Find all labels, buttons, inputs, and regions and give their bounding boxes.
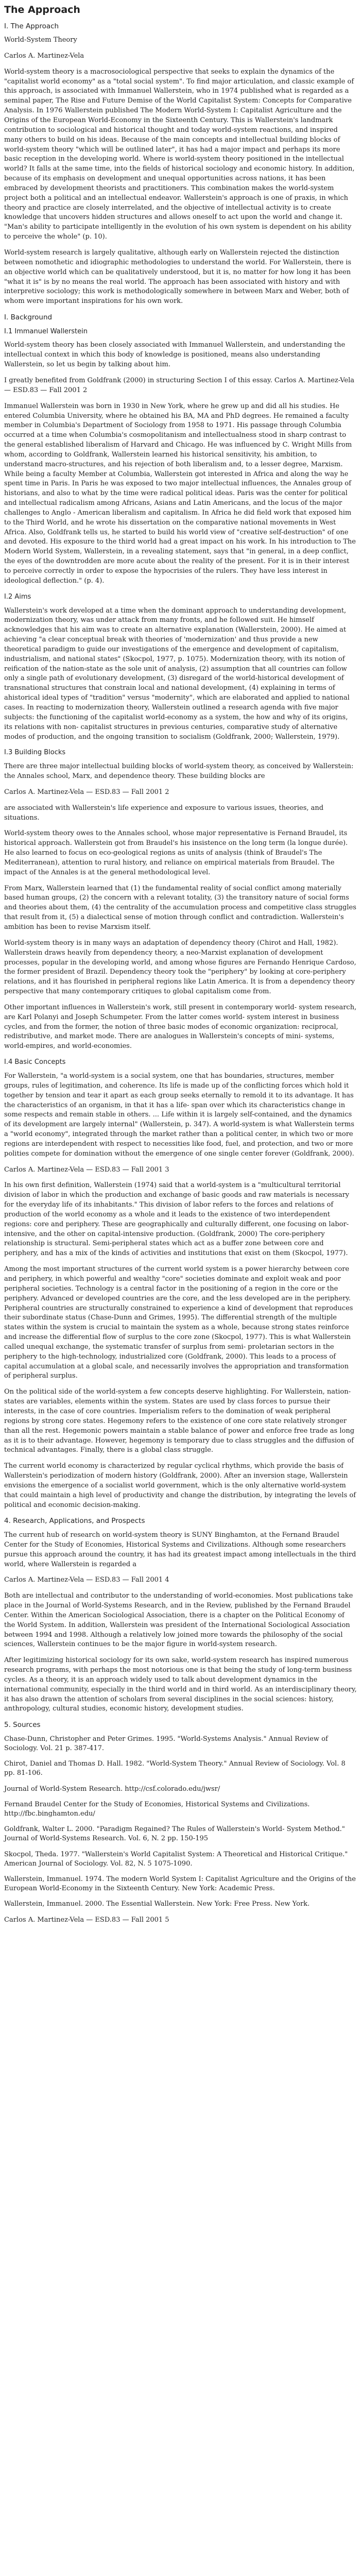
paragraph: World-System Theory	[4, 36, 77, 44]
paragraph: Carlos A. Martinez-Vela — ESD.83 — Fall 2001 4	[4, 1576, 169, 1584]
paragraph: World-system research is largely qualitative, although early on Wallerstein rejected the distinction between nomothetic and idiographic methodologies to understand the world. For Wallerstein, there is an objective world which can be qualitatively understood, but it is, no matter for how long it has been "what it is" is by no means the real world. The approach has been associated with history and with interpretive sociology; this work is methodologically somewhere in between Marx and Weber, both of whom were important inspirations for his own work.	[4, 248, 352, 306]
paragraph: The current hub of research on world-system theory is SUNY Binghamton, at the Fernand Braudel Center for the Study of Economies, Historical Systems and Civilizations. Although some researchers pursue this approach around the country, it has had its greatest impact among intellectuals in the third world, where Wallerstein is regarded a	[4, 1531, 356, 1568]
paragraph: Immanuel Wallerstein was born in 1930 in New York, where he grew up and did all his studies. He entered Columbia University, where he obtained his BA, MA and PhD degrees. He remained a faculty member in Columbia's Department of Sociology from 1958 to 1971. His passage through Columbia occurred at a time when Columbia's cosmopolitanism and intellectualness stood in sharp contrast to the general established liberalism of Harvard and Chicago. He was influenced by C. Wright Mills from whom, according to Goldfrank, Wallerstein learned his historical sensitivity, his ambition, to understand macro-structures, and his rejection of both liberalism and, to a lesser degree, Marxism. While being a faculty Member at Columbia, Wallerstein got interested in Africa and along the way he spent time in Paris. In Paris he was exposed to two major intellectual influences, the Annales group of historians, and also to what by the time were radical political ideas. Paris was the center for political and intellectual radicalism among Africans, Asians and Latin Americans, and the locus of the major challenges to Anglo - American liberalism and capitalism. In Africa he did field work that exposed him to the Third World, and he wrote his dissertation on the comparative national movements in West Africa. Also, Goldfrank tells us, he started to build his world view of "creative self-destruction" of one and devoted. His exposure to the third world had a great impact on his work. In his introduction to The Modern World System, Wallerstein, in a revealing statement, says that "in general, in a deep conflict, the eyes of the downtrodden are more acute about the reality of the present. For it is in their interest to perceive correctly in order to expose the hypocrisies of the rulers. They have less interest in ideological deflection." (p. 4).	[4, 402, 356, 585]
paragraph: For Wallerstein, "a world-system is a social system, one that has boundaries, structures, member groups, rules of legitimation, and coherence. Its life is made up of the conflicting forces which hold it together by tension and tear it apart as each group seeks eternally to remold it to its advantage. It has the characteristics of an organism, in that it has a life- span over which its characteristics change in some respects and remain stable in others. ... Life within it is largely self-contained, and the dynamics of its development are largely internal" (Wallerstein, p. 347). A world-system is what Wallerstein terms a "world economy", integrated through the market rather than a political center, in which two or more regions are interdependent with respect to necessities like food, fuel, and protection, and two or more polities compete for domination without the emergence of one single center forever (Goldfrank, 2000).	[4, 1072, 354, 1158]
reference-entry: Journal of World-System Research. http://csf.colorado.edu/jwsr/	[4, 1785, 220, 1793]
paragraph: The current world economy is characterized by regular cyclical rhythms, which provide the basis of Wallerstein's periodization of modern history (Goldfrank, 2000). After an inversion stage, Wallerstein envisions the emergence of a socialist world government, which is the only alternative world-system that could maintain a high level of productivity and change the distribution, by integrating the levels of political and economic decision-making.	[4, 1462, 356, 1509]
section-heading: I. Background	[4, 313, 53, 322]
paragraph: Carlos A. Martinez-Vela — ESD.83 — Fall 2001 3	[4, 1165, 169, 1174]
paragraph: There are three major intellectual building blocks of world-system theory, as conceived by Wallerstein: the Annales school, Marx, and dependence theory. These building blocks are	[4, 762, 354, 781]
paragraph: On the political side of the world-system a few concepts deserve highlighting. For Wallerstein, nation-states are variables, elements within the system. States are used by class forces to pursue their interests, in the case of core countries. Imperialism refers to the domination of weak peripheral regions by strong core states. Hegemony refers to the existence of one core state relatively stronger than all the rest. Hegemonic powers maintain a stable balance of power and enforce free trade as long as it is to their advantage. However, hegemony is temporary due to class struggles and the diffusion of technical advantages. Finally, there is a global class struggle.	[4, 1388, 355, 1454]
section-heading: I.1 Immanuel Wallerstein	[4, 327, 88, 335]
reference-entry: Skocpol, Theda. 1977. "Wallerstein's World Capitalist System: A Theoretical and Historical Critique." American Journal of Sociology. Vol. 82, N. 5 1075-1090.	[4, 1850, 348, 1868]
paragraph: After legitimizing historical sociology for its own sake, world-system research has inspired numerous research programs, with perhaps the most notorious one is that being the study of long-term business cycles. As a theory, it is an approach widely used to talk about development dynamics in the international community, especially in the third world and in third world. As an interdisciplinary theory, it has also drawn the attention of scholars from several disciplines in the social sciences: history, anthropology, cultural studies, economic history, development studies.	[4, 1656, 357, 1713]
reference-entry: Wallerstein, Immanuel. 1974. The modern World System I: Capitalist Agriculture and the Origins of the European World-Economy in the Sixteenth Century. New York: Academic Press.	[4, 1875, 356, 1893]
paragraph: Both are intellectual and contributor to the understanding of world-economies. Most publications take place in the Journal of World-Systems Research, and in the Review, published by the Fernand Braudel Center. Within the American Sociological Association, there is a chapter on the Political Economy of the World System. In addition, Wallerstein was president of the International Sociological Association between 1994 and 1998. Although a relatively low joined more towards the philosophy of the social sciences, Wallerstein continues to be the major figure in world-system research.	[4, 1592, 353, 1649]
reference-entry: Fernand Braudel Center for the Study of Economies, Historical Systems and Civilizations. http://fbc.binghamton.edu/	[4, 1800, 310, 1818]
paragraph: Other important influences in Wallerstein's work, still present in contemporary world- system research, are Karl Polanyi and Joseph Schumpeter. From the latter comes world- system interest in business cycles, and from the former, the notion of three basic modes of economic organization: reciprocal, redistributive, and market mode. There are analogues in Wallerstein's concepts of mini- systems, world-empires, and world-economies.	[4, 1003, 357, 1050]
paragraph: World-system theory owes to the Annales school, whose major representative is Fernand Braudel, its historical approach. Wallerstein got from Braudel's his insistence on the long term (la longue durée). He also learned to focus on eco-geological regions as units of analysis (think of Braudel's The Mediterranean), attention to rural history, and reliance on empirical materials from Braudel. The impact of the Annales is at the general methodological level.	[4, 829, 348, 876]
reference-entry: Goldfrank, Walter L. 2000. "Paradigm Regained? The Rules of Wallerstein's World- System Method." Journal of World-Systems Research. Vol. 6, N. 2 pp. 150-195	[4, 1825, 345, 1843]
paragraph: World-system theory is a macrosociological perspective that seeks to explain the dynamics of the "capitalist world economy" as a "total social system". To find major articulation, and classic example of this approach, is associated with Immanuel Wallerstein, who in 1974 published what is regarded as a seminal paper, The Rise and Future Demise of the World Capitalist System: Concepts for Comparative Analysis. In 1976 Wallerstein published The Modern World-System I: Capitalist Agriculture and the Origins of the European World-Economy in the Sixteenth Century. This is Wallerstein's landmark contribution to sociological and historical thought and today world-system reactions, and inspired many others to build on his ideas. Because of the main concepts and intellectual building blocks of world-system theory "which will be outlined later", it has had a major impact and perhaps its more basic reception in the developing world. Where is world-system theory positioned in the intellectual world? It falls at the same time, into the fields of historical sociology and economic history. In addition, because of its emphasis on development and unequal opportunities across nations, it has been embraced by development theorists and practitioners. This combination makes the world-system project both a political and an intellectual endeavor. Wallerstein's approach is one of praxis, in which theory and practice are closely interrelated, and the objective of intellectual activity is to create knowledge that uncovers hidden structures and allows oneself to act upon the world and change it. "Man's ability to participate intelligently in the evolution of his own system is dependent on his ability to perceive the whole" (p. 10).	[4, 67, 355, 241]
section-heading: I. The Approach	[4, 22, 59, 30]
paragraph: Carlos A. Martinez-Vela	[4, 52, 84, 60]
section-heading: I.3 Building Blocks	[4, 749, 66, 757]
document-title: The Approach	[4, 4, 80, 15]
paragraph: In his own first definition, Wallerstein (1974) said that a world-system is a "multicultural territorial division of labor in which the production and exchange of basic goods and raw materials is necessary for the everyday life of its inhabitants." This division of labor refers to the forces and relations of production of the world economy as a whole and it leads to the existence of two interdependent regions: core and periphery. These are geographically and culturally different, one focusing on labor-intensive, and the other on capital-intensive production. (Goldfrank, 2000) The core-periphery relationship is structural. Semi-peripheral states which act as a buffer zone between core and periphery, and has a mix of the kinds of activities and institutions that exist on them (Skocpol, 1977).	[4, 1181, 350, 1258]
section-heading: I.2 Aims	[4, 592, 31, 601]
paragraph: Among the most important structures of the current world system is a power hierarchy between core and periphery, in which powerful and wealthy "core" societies dominate and exploit weak and poor peripheral societies. Technology is a central factor in the positioning of a region in the core or the periphery. Advanced or developed countries are the core, and the less developed are in the periphery. Peripheral countries are structurally constrained to experience a kind of development that reproduces their subordinate status (Chase-Dunn and Grimes, 1995). The differential strength of the multiple states within the system is crucial to maintain the system as a whole, because strong states reinforce and increase the differential flow of surplus to the core zone (Skocpol, 1977). This is what Wallerstein called unequal exchange, the systematic transfer of surplus from semi- proletarian sectors in the periphery to the high-technology, industrialized core (Goldfrank, 2000). This leads to a process of capital accumulation at a global scale, and necessarily involves the appropriation and transformation of peripheral surplus.	[4, 1265, 353, 1380]
section-heading: I.4 Basic Concepts	[4, 1058, 66, 1066]
page-footer: Carlos A. Martinez-Vela — ESD.83 — Fall 2001 5	[4, 1916, 169, 1924]
paragraph: I greatly benefited from Goldfrank (2000) in structuring Section I of this essay. Carlos A. Martinez-Vela — ESD.83 — Fall 2001 2	[4, 376, 354, 394]
paragraph: Carlos A. Martinez-Vela — ESD.83 — Fall 2001 2	[4, 788, 169, 796]
reference-entry: Chirot, Daniel and Thomas D. Hall. 1982. "World-System Theory." Annual Review of Sociology. Vol. 8 pp. 81-106.	[4, 1760, 346, 1777]
paragraph: are associated with Wallerstein's life experience and exposure to various issues, theories, and situations.	[4, 804, 324, 822]
reference-entry: Chase-Dunn, Christopher and Peter Grimes. 1995. "World-Systems Analysis." Annual Review of Sociology. Vol. 21 p. 387-417.	[4, 1735, 328, 1753]
document-body	[4, 22, 357, 1925]
section-heading: 5. Sources	[4, 1721, 41, 1730]
paragraph: Wallerstein's work developed at a time when the dominant approach to understanding development, modernization theory, was under attack from many fronts, and he followed suit. He himself acknowledges that his aim was to create an alternative explanation (Wallerstein, 2000). He aimed at achieving "a clear conceptual break with theories of 'modernization' and thus provide a new theoretical paradigm to guide our investigations of the emergence and development of capitalism, industrialism, and national states" (Skocpol, 1977, p. 1075). Modernization theory, with its notion of reification of the nation-state as the sole unit of analysis, (2) assumption that all countries can follow only a single path of evolutionary development, (3) disregard of the world-historical development of transnational structures that constrain local and national development, (4) explaining in terms of ahistorical ideal types of "tradition" versus "modernity", which are elaborated and applied to national cases. In reacting to modernization theory, Wallerstein outlined a research agenda with five major subjects: the functioning of the capitalist world-economy as a system, the how and why of its origins, its relations with non- capitalist structures in previous centuries, comparative study of alternative modes of production, and the ongoing transition to socialism (Goldfrank, 2000; Wallerstein, 1979).	[4, 606, 350, 741]
paragraph: From Marx, Wallerstein learned that (1) the fundamental reality of social conflict among materially based human groups, (2) the concern with a relevant totality, (3) the transitory nature of social forms and theories about them, (4) the centrality of the accumulation process and competitive class struggles that result from it, (5) a dialectical sense of motion through conflict and contradiction. Wallerstein's ambition has been to revise Marxism itself.	[4, 884, 356, 931]
section-heading: 4. Research, Applications, and Prospects	[4, 1517, 145, 1526]
reference-entry: Wallerstein, Immanuel. 2000. The Essential Wallerstein. New York: Free Press. New York.	[4, 1900, 310, 1908]
paragraph: World-system theory is in many ways an adaptation of dependency theory (Chirot and Hall, 1982). Wallerstein draws heavily from dependency theory, a neo-Marxist explanation of development processes, popular in the developing world, and among whose figures are Fernando Henrique Cardoso, the former president of Brazil. Dependency theory took the "periphery" by looking at core-periphery relations, and it has flourished in peripheral regions like Latin America. It is from a dependency theory perspective that many contemporary critiques to global capitalism come from.	[4, 939, 356, 996]
paragraph: World-system theory has been closely associated with Immanuel Wallerstein, and understanding the intellectual context in which this body of knowledge is positioned, means also understanding Wallerstein, so let us begin by talking about him.	[4, 341, 346, 369]
